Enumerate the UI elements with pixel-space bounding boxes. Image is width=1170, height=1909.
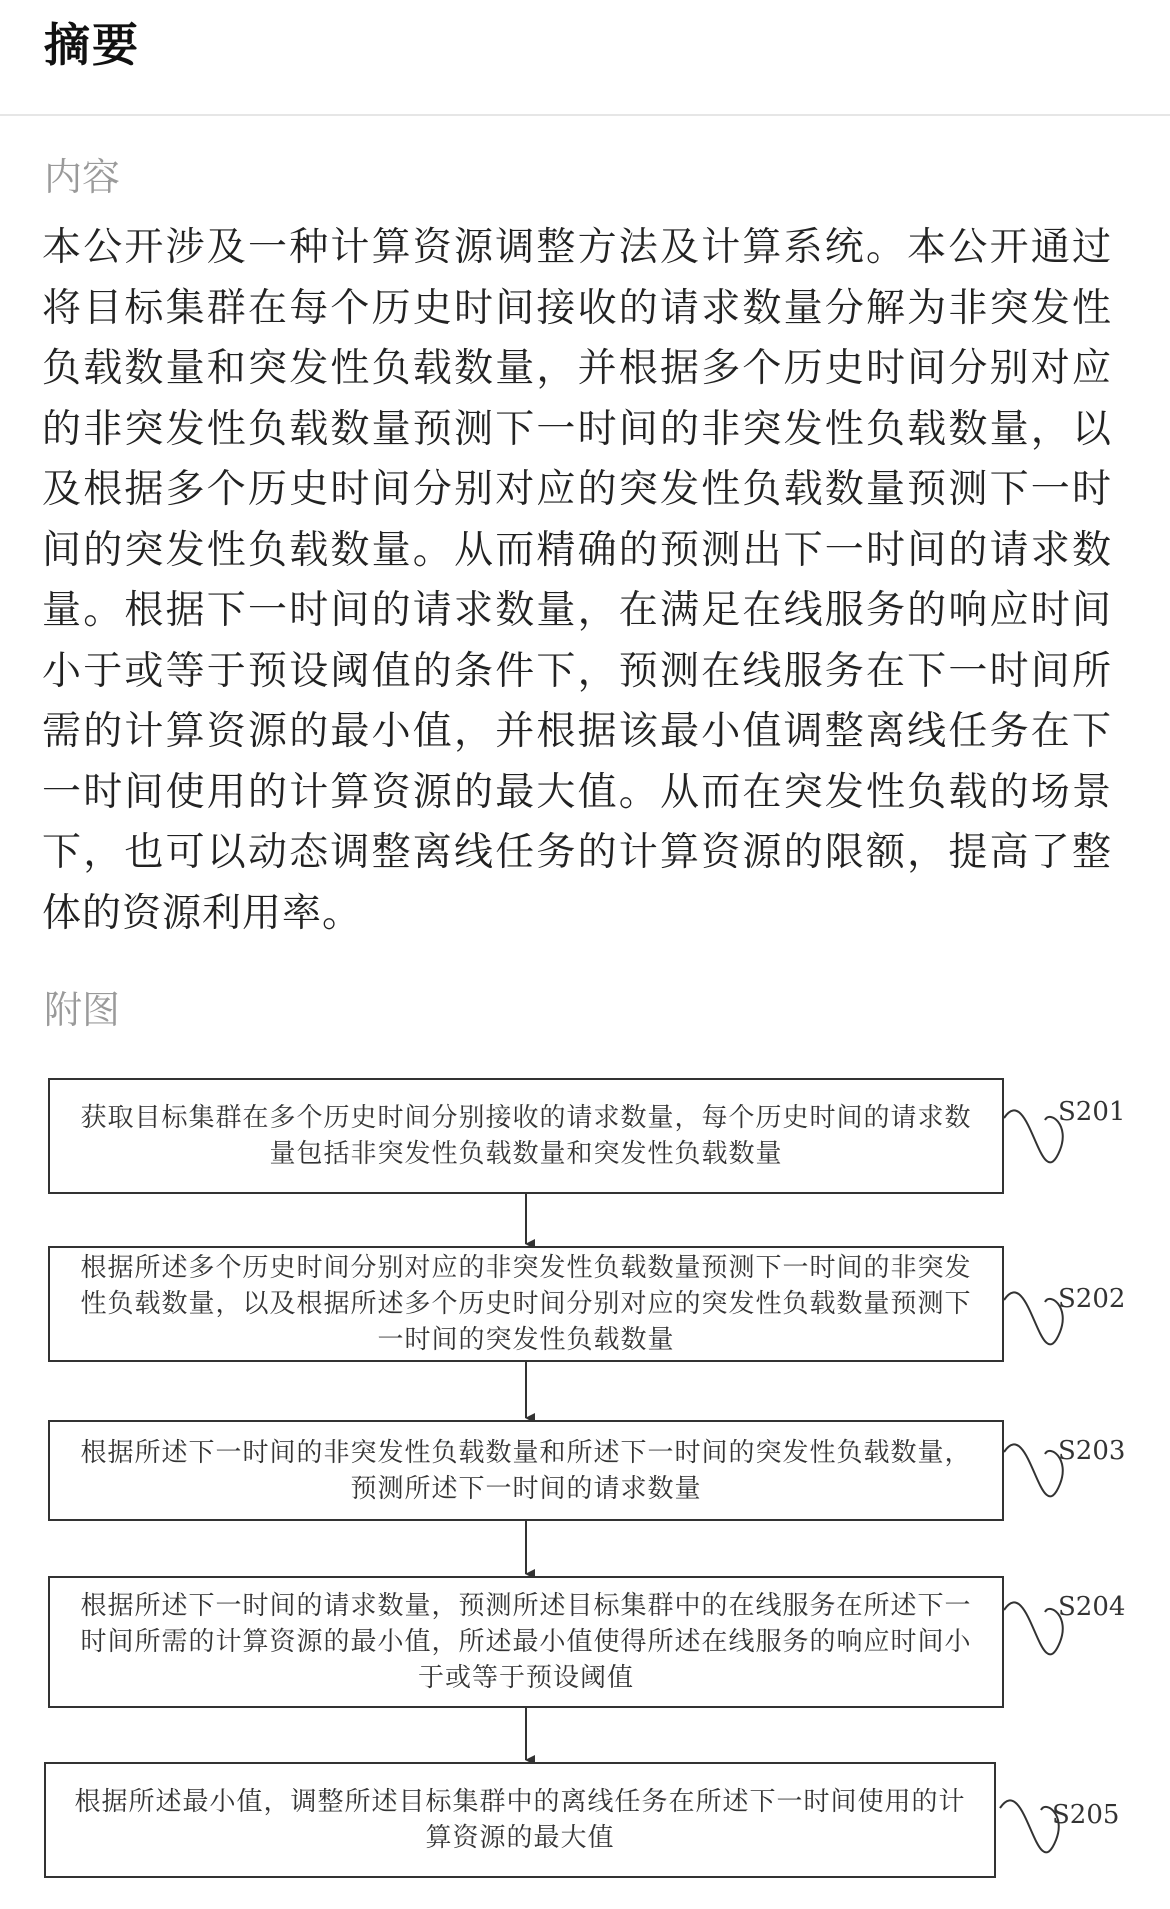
flow-step-s201 (48, 1078, 1004, 1194)
step-code-s201: S201 (1058, 1097, 1126, 1127)
content-section-label: 内容 (44, 155, 121, 199)
leader-s201 (1004, 1110, 1063, 1162)
flow-step-text: 根据所述下一时间的非突发性负载数量和所述下一时间的突发性负载数量，预测所述下一时间的请求数量 (80, 1437, 972, 1504)
flow-step-text: 根据所述多个历史时间分别对应的非突发性负载数量预测下一时间的非突发性负载数量，以及根据所述多个历史时间分别对应的突发性负载数量预测下一时间的突发性负载数量 (80, 1253, 972, 1355)
step-code-s204: S204 (1058, 1592, 1126, 1622)
flow-step-s204 (48, 1576, 1004, 1708)
flow-step-text: 获取目标集群在多个历史时间分别接收的请求数量，每个历史时间的请求数量包括非突发性负载数量和突发性负载数量 (80, 1103, 972, 1169)
abstract-text: 本公开涉及一种计算资源调整方法及计算系统。本公开通过将目标集群在每个历史时间接收的请求数量分解为非突发性负载数量和突发性负载数量，并根据多个历史时间分别对应的非突发性负载数量预测下一时间的非突发性负载数量，以及根据多个历史时间分别对应的突发性负载数量预测下一时间的突发性负载数量。从而精确的预测出下一时间的请求数量。根据下一时间的请求数量，在满足在线服务的响应时间小于或等于预设阈值的条件下，预测在线服务在下一时间所需的计算资源的最小值，并根据该最小值调整离线任务在下一时间使用的计算资源的最大值。从而在突发性负载的场景下，也可以动态调整离线任务的计算资源的限额，提高了整体的资源利用率。 (42, 225, 1112, 936)
step-code-s202: S202 (1058, 1284, 1126, 1314)
step-code-s203: S203 (1058, 1436, 1126, 1466)
flow-step-text: 根据所述下一时间的请求数量，预测所述目标集群中的在线服务在所述下一时间所需的计算资源的最小值，所述最小值使得所述在线服务的响应时间小于或等于预设阈值 (80, 1591, 972, 1693)
leader-s205 (1000, 1800, 1059, 1852)
leader-s202 (1004, 1292, 1063, 1344)
flow-step-s202 (48, 1246, 1004, 1362)
step-code-s205: S205 (1052, 1800, 1120, 1830)
flow-step-text: 根据所述最小值，调整所述目标集群中的离线任务在所述下一时间使用的计算资源的最大值 (74, 1787, 966, 1853)
page-title: 摘要 (44, 18, 140, 72)
leader-s203 (1004, 1444, 1063, 1496)
figure-section-label: 附图 (44, 988, 121, 1032)
flow-step-s203 (48, 1420, 1004, 1521)
leader-s204 (1004, 1602, 1063, 1654)
flow-step-s205 (44, 1762, 996, 1878)
